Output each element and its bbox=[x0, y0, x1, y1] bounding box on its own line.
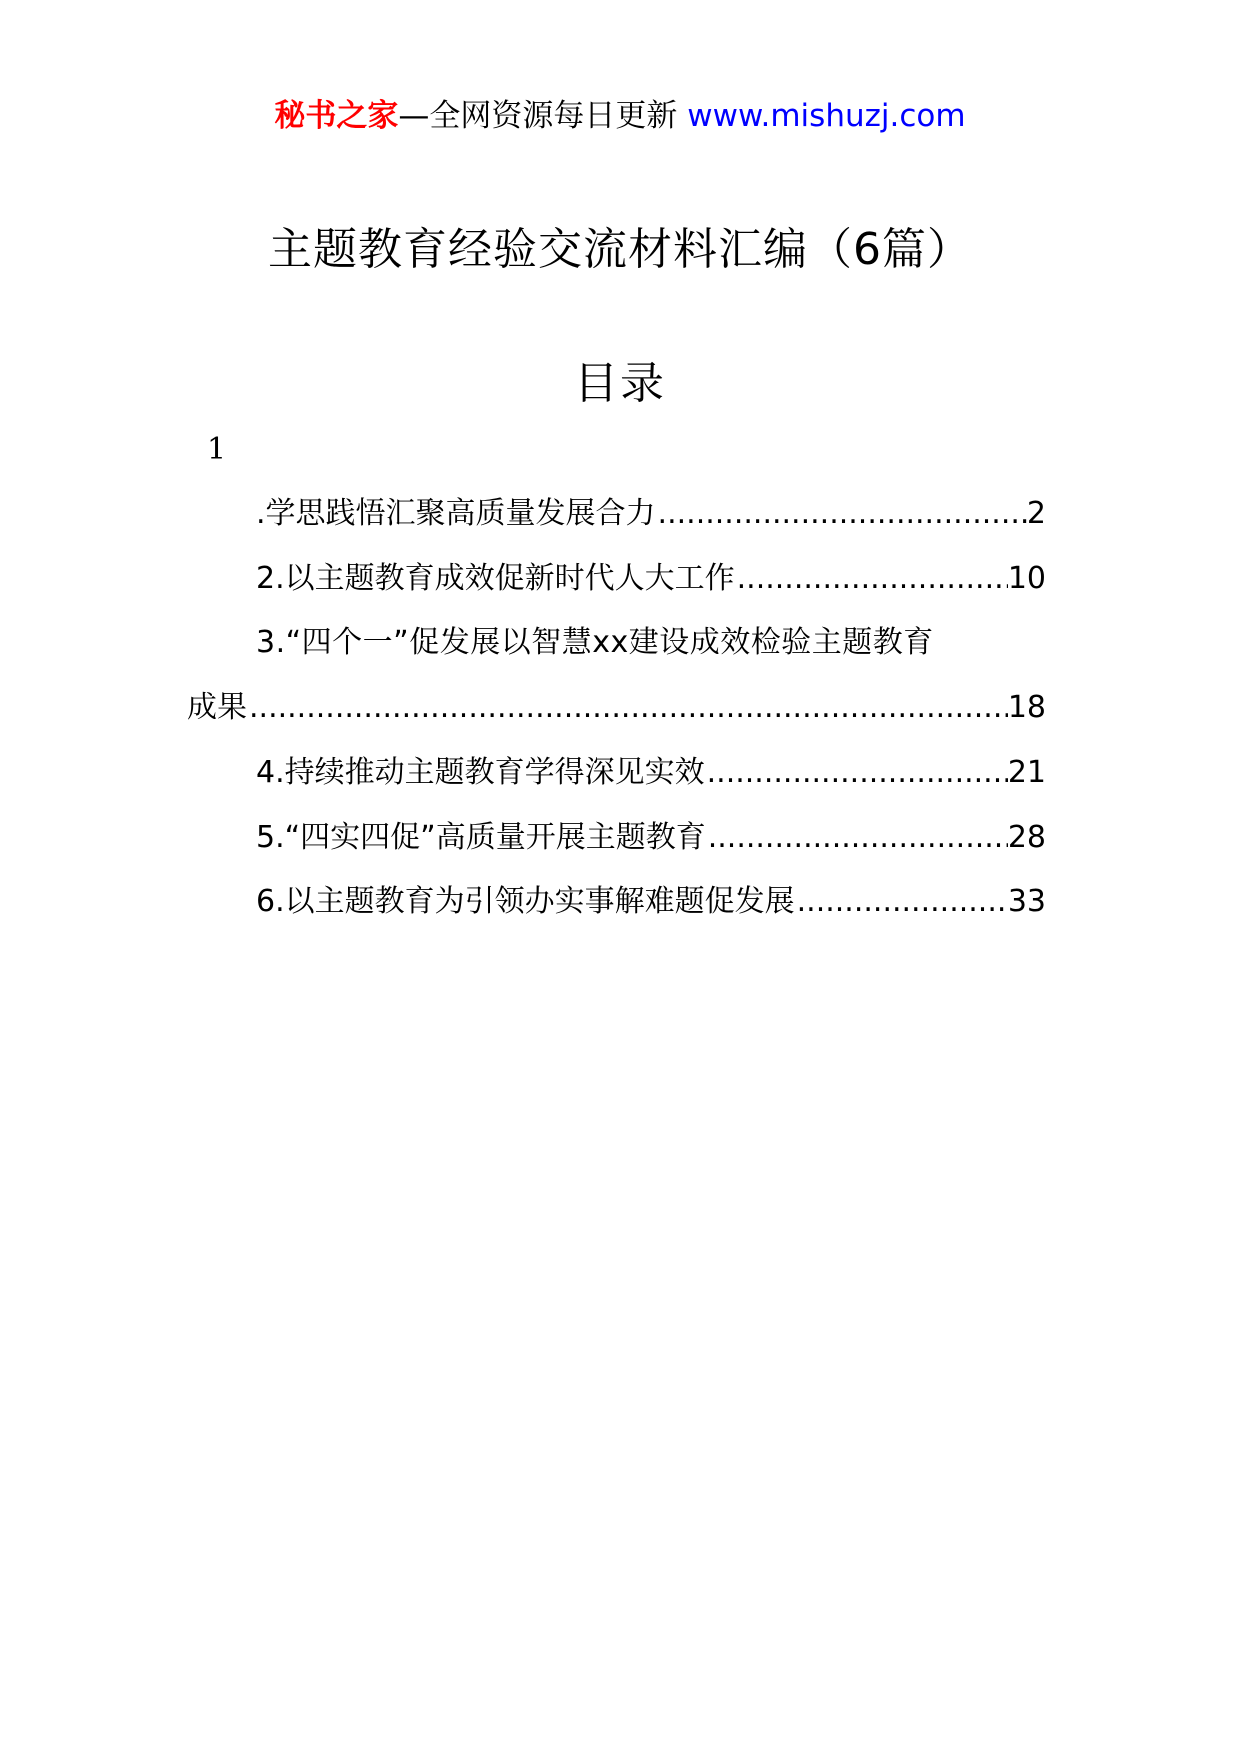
toc-entry-label[interactable]: 3.“四个一”促发展以智慧xx建设成效检验主题教育 bbox=[256, 625, 934, 660]
toc-leader-dots bbox=[706, 816, 1008, 860]
toc-entry[interactable] bbox=[256, 751, 1046, 795]
toc-leader-dots bbox=[735, 557, 1008, 601]
toc-entry-page: 21 bbox=[1007, 755, 1046, 790]
toc-entry[interactable] bbox=[256, 492, 1046, 536]
toc-heading: 目录 bbox=[574, 358, 666, 409]
toc-entry[interactable] bbox=[256, 816, 1046, 860]
site-header bbox=[0, 96, 1240, 136]
toc-entry-label-continued: 成果 bbox=[187, 690, 247, 725]
toc-leader-dots bbox=[705, 751, 1008, 795]
toc-entry-label: 4.持续推动主题教育学得深见实效 bbox=[256, 755, 705, 790]
toc-entry-page: 33 bbox=[1007, 884, 1046, 919]
toc-entry-page: 10 bbox=[1007, 561, 1046, 596]
toc-leader-dots bbox=[656, 492, 1027, 536]
toc-entry-label: 6.以主题教育为引领办实事解难题促发展 bbox=[256, 884, 795, 919]
toc-leader-dots bbox=[795, 880, 1008, 924]
toc-entry[interactable] bbox=[187, 686, 1046, 730]
toc-entry[interactable] bbox=[256, 880, 1046, 924]
toc-entry[interactable] bbox=[256, 557, 1046, 601]
toc-entry-label: .学思践悟汇聚高质量发展合力 bbox=[256, 496, 656, 531]
toc-entry-page: 18 bbox=[1007, 690, 1046, 725]
toc-entry-page: 2 bbox=[1026, 496, 1046, 531]
brand-name: 秘书之家 bbox=[274, 98, 399, 134]
toc-entry-label: 5.“四实四促”高质量开展主题教育 bbox=[256, 820, 706, 855]
toc-entry-page: 28 bbox=[1007, 820, 1046, 855]
site-url-link[interactable]: www.mishuzj.com bbox=[687, 98, 966, 134]
document-title: 主题教育经验交流材料汇编（6篇） bbox=[268, 224, 972, 275]
stray-list-number: 1 bbox=[207, 432, 227, 467]
header-tagline: —全网资源每日更新 bbox=[398, 98, 678, 134]
toc-leader-dots bbox=[247, 686, 1008, 730]
toc-entry-label: 2.以主题教育成效促新时代人大工作 bbox=[256, 561, 735, 596]
